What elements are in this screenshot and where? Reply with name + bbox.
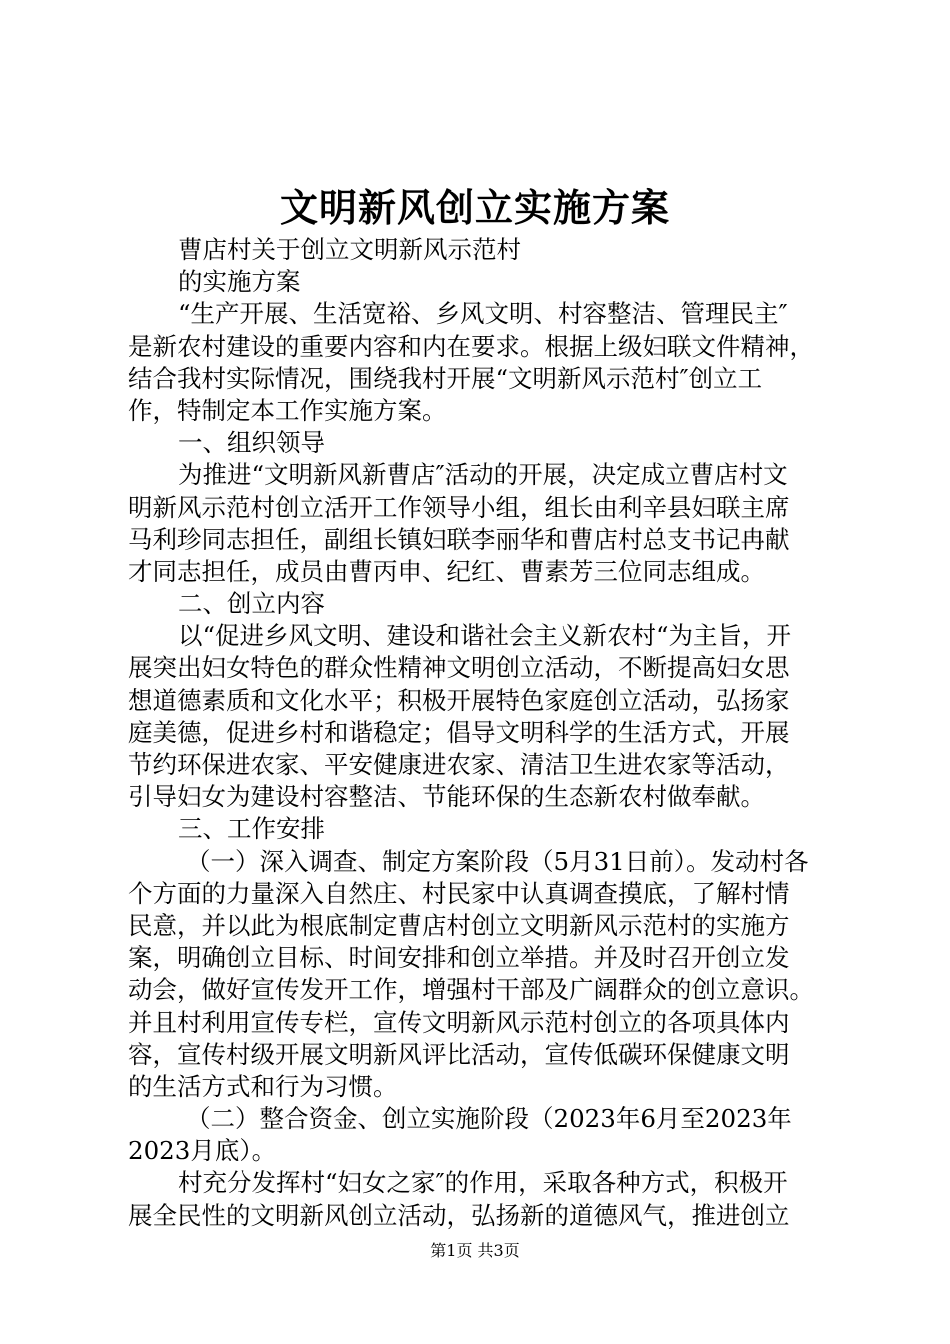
text-line: 才同志担任，成员由曹丙申、纪红、曹素芳三位同志组成。: [128, 556, 765, 586]
text-line: 为推进“文明新风新曹店″活动的开展，决定成立曹店村文: [178, 460, 788, 490]
text-line: 2023月底）。: [128, 1136, 277, 1166]
text-line: 是新农村建设的重要内容和内在要求。根据上级妇联文件精神，: [128, 331, 814, 361]
text-line: 民意，并以此为根底制定曹店村创立文明新风示范村的实施方: [128, 910, 790, 940]
text-line: 容，宣传村级开展文明新风评比活动，宣传低碳环保健康文明: [128, 1039, 790, 1069]
text-line: 明新风示范村创立活开工作领导小组，组长由利辛县妇联主席: [128, 492, 790, 522]
text-line: 庭美德，促进乡村和谐稳定；倡导文明科学的生活方式，开展: [128, 717, 790, 747]
text-line: 节约环保进农家、平安健康进农家、清洁卫生进农家等活动，: [128, 750, 790, 779]
text-line: 以“促进乡风文明、建设和谐社会主义新农村“为主旨，开: [178, 621, 792, 651]
text-line: 曹店村关于创立文明新风示范村: [178, 235, 521, 264]
text-line: 动会，做好宣传发开工作，增强村干部及广阔群众的创立意识。: [128, 975, 814, 1005]
text-line: 案，明确创立目标、时间安排和创立举措。并及时召开创立发: [128, 943, 790, 973]
page-number-footer: 第1页 共3页: [430, 1241, 520, 1260]
text-line: “生产开展、生活宽裕、乡风文明、村容整洁、管理民主″: [178, 299, 788, 329]
text-line: 想道德素质和文化水平；积极开展特色家庭创立活动，弘扬家: [128, 685, 790, 715]
document-title: 文明新风创立实施方案: [279, 185, 670, 230]
section-heading: 二、创立内容: [178, 589, 325, 619]
text-line: 的生活方式和行为习惯。: [128, 1071, 398, 1101]
text-line: 展突出妇女特色的群众性精神文明创立活动，不断提高妇女思: [128, 653, 790, 683]
document-body: [128, 234, 838, 1232]
text-line: 展全民性的文明新风创立活动，弘扬新的道德风气，推进创立: [128, 1200, 790, 1230]
text-line: 的实施方案: [178, 267, 301, 297]
section-heading: 一、组织领导: [178, 428, 325, 458]
text-line: （一）深入调查、制定方案阶段（5月31日前）。发动村各: [186, 846, 809, 876]
text-line: 个方面的力量深入自然庄、村民家中认真调查摸底，了解村情: [128, 878, 790, 908]
text-line: 马利珍同志担任，副组长镇妇联李丽华和曹店村总支书记冉献: [128, 524, 790, 554]
text-line: 作，特制定本工作实施方案。: [128, 395, 447, 425]
text-line: 引导妇女为建设村容整洁、节能环保的生态新农村做奉献。: [128, 782, 765, 812]
section-heading: 三、工作安排: [178, 814, 325, 844]
text-line: 并且村利用宣传专栏，宣传文明新风示范村创立的各项具体内: [128, 1007, 790, 1037]
text-line: 结合我村实际情况，围绕我村开展“文明新风示范村″创立工: [128, 363, 763, 393]
text-line: 村充分发挥村“妇女之家″的作用，采取各种方式，积极开: [178, 1168, 788, 1198]
text-line: （二）整合资金、创立实施阶段（2023年6月至2023年: [186, 1104, 792, 1134]
